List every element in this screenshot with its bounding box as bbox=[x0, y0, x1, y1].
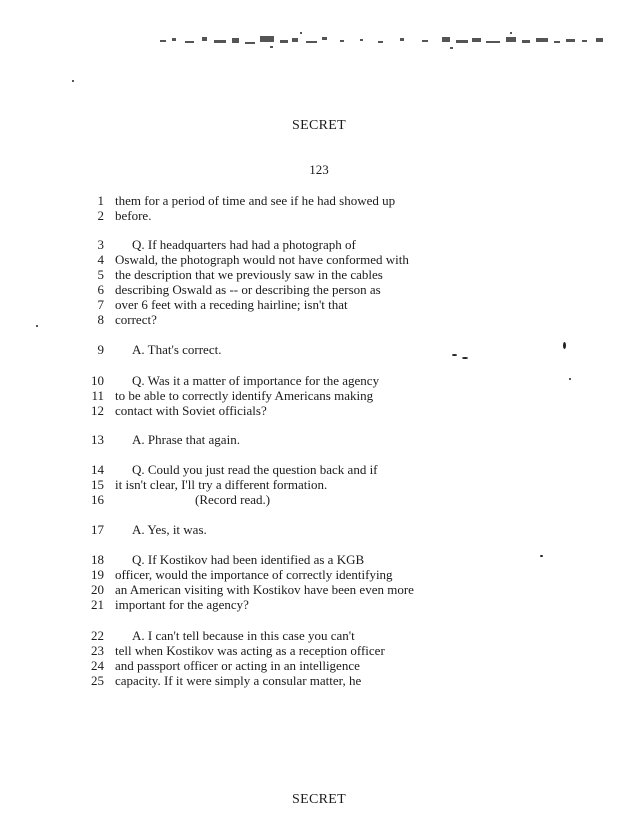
line-text: capacity. If it were simply a consular matter, he bbox=[115, 673, 362, 688]
line-number: 11 bbox=[91, 388, 104, 403]
line-number: 22 bbox=[91, 628, 104, 643]
line-number: 15 bbox=[91, 477, 104, 492]
line-number: 13 bbox=[91, 432, 104, 447]
line-text: Q. If headquarters had had a photograph of bbox=[132, 237, 356, 252]
line-text: the description that we previously saw in the cables bbox=[115, 267, 383, 282]
line-text: an American visiting with Kostikov have been even more bbox=[115, 582, 414, 597]
scan-speck bbox=[462, 357, 468, 359]
line-number: 12 bbox=[91, 403, 104, 418]
line-text: contact with Soviet officials? bbox=[115, 403, 267, 418]
line-number: 10 bbox=[91, 373, 104, 388]
line-number: 21 bbox=[91, 597, 104, 612]
line-text: correct? bbox=[115, 312, 157, 327]
line-text: Q. Was it a matter of importance for the agency bbox=[132, 373, 380, 388]
line-text: tell when Kostikov was acting as a reception officer bbox=[115, 643, 385, 658]
line-number: 2 bbox=[97, 208, 104, 223]
line-number: 8 bbox=[97, 312, 104, 327]
line-number: 24 bbox=[91, 658, 104, 673]
line-text: them for a period of time and see if he had showed up bbox=[115, 193, 396, 208]
scan-speck bbox=[569, 378, 571, 380]
classification-footer: SECRET bbox=[292, 792, 346, 807]
line-number: 4 bbox=[97, 252, 104, 267]
line-number: 19 bbox=[91, 567, 104, 582]
line-text: A. I can't tell because in this case you can't bbox=[132, 628, 355, 643]
line-text: to be able to correctly identify Americans making bbox=[115, 388, 374, 403]
scan-speck bbox=[540, 555, 543, 557]
line-number: 1 bbox=[97, 193, 104, 208]
line-text: Q. If Kostikov had been identified as a KGB bbox=[132, 552, 365, 567]
line-text: Q. Could you just read the question back and if bbox=[132, 462, 378, 477]
line-text: A. Phrase that again. bbox=[132, 432, 240, 447]
line-number: 20 bbox=[91, 582, 104, 597]
line-number: 17 bbox=[91, 522, 104, 537]
line-number: 23 bbox=[91, 643, 104, 658]
page-number: 123 bbox=[309, 162, 329, 177]
scan-speck bbox=[563, 342, 566, 349]
line-text: over 6 feet with a receding hairline; isn't that bbox=[115, 297, 348, 312]
line-number: 14 bbox=[91, 462, 104, 477]
scan-speck bbox=[72, 80, 74, 82]
scan-speck bbox=[452, 354, 457, 356]
line-number: 6 bbox=[97, 282, 104, 297]
line-text: it isn't clear, I'll try a different formation. bbox=[115, 477, 328, 492]
line-text: Oswald, the photograph would not have conformed with bbox=[115, 252, 409, 267]
scan-noise-band bbox=[150, 28, 620, 58]
classification-header: SECRET bbox=[292, 118, 346, 133]
line-text: important for the agency? bbox=[115, 597, 249, 612]
line-number: 18 bbox=[91, 552, 104, 567]
line-number: 5 bbox=[97, 267, 104, 282]
line-number: 3 bbox=[97, 237, 104, 252]
line-text: A. That's correct. bbox=[132, 342, 222, 357]
line-number: 16 bbox=[91, 492, 104, 507]
line-text: and passport officer or acting in an intelligence bbox=[115, 658, 360, 673]
line-text: A. Yes, it was. bbox=[132, 522, 207, 537]
line-text: (Record read.) bbox=[195, 492, 271, 507]
line-text: officer, would the importance of correctly identifying bbox=[115, 567, 393, 582]
line-text: before. bbox=[115, 208, 152, 223]
line-text: describing Oswald as -- or describing the person as bbox=[115, 282, 381, 297]
line-number: 9 bbox=[97, 342, 104, 357]
line-number: 25 bbox=[91, 673, 104, 688]
line-number: 7 bbox=[97, 297, 104, 312]
scan-speck bbox=[36, 325, 38, 327]
